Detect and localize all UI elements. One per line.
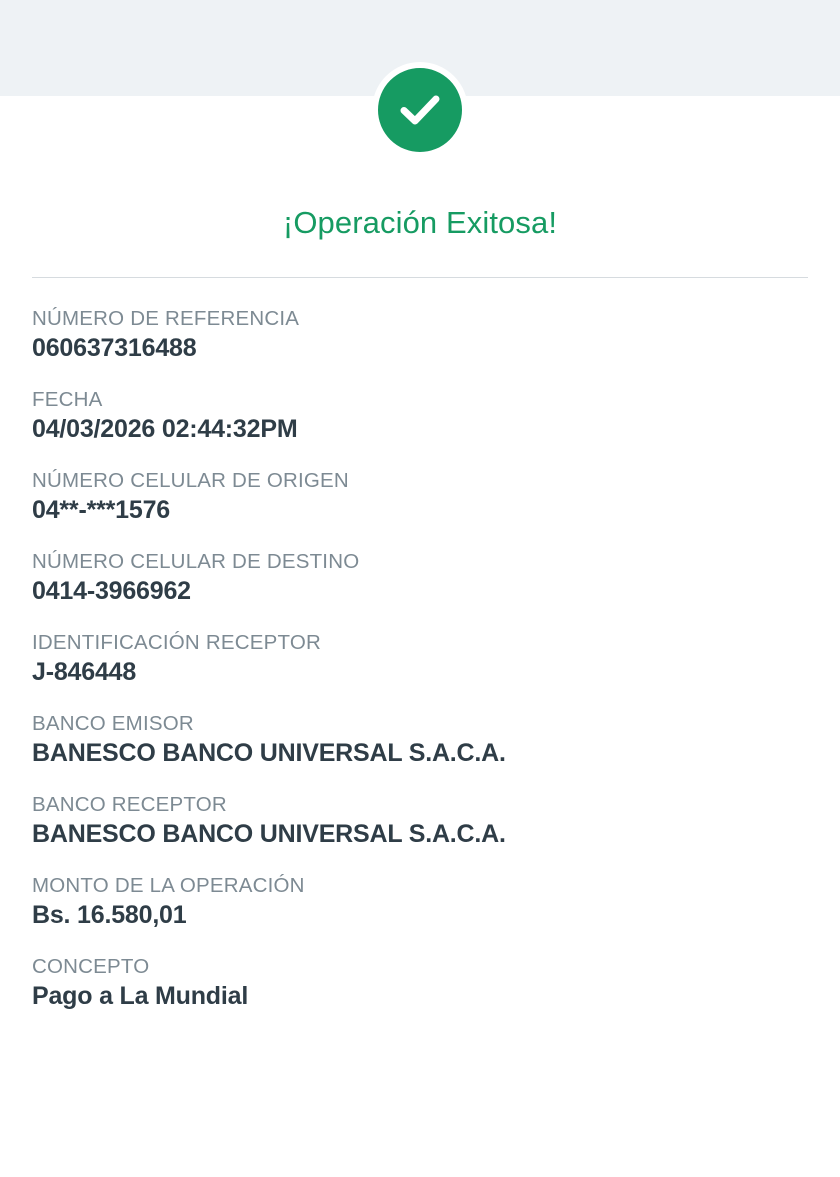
field-label: NÚMERO CELULAR DE ORIGEN [32,469,349,492]
divider [32,277,808,278]
field-receiver-id [32,630,822,689]
field-value: Bs. 16.580,01 [32,901,187,929]
field-concept [32,954,822,1013]
field-destination-phone [32,549,822,608]
field-amount [32,873,822,932]
field-label: BANCO RECEPTOR [32,793,227,816]
field-value: 060637316488 [32,334,197,362]
field-label: IDENTIFICACIÓN RECEPTOR [32,631,321,654]
page-title: ¡Operación Exitosa! [282,205,558,240]
receipt-fields [32,306,822,1013]
field-value: 0414-3966962 [32,577,191,605]
field-reference-number [32,306,822,365]
field-value: J-846448 [32,658,137,686]
field-label: CONCEPTO [32,955,150,978]
field-label: FECHA [32,388,103,411]
field-value: Pago a La Mundial [32,982,249,1010]
field-value: BANESCO BANCO UNIVERSAL S.A.C.A. [32,739,506,767]
field-label: MONTO DE LA OPERACIÓN [32,874,305,897]
field-value: BANESCO BANCO UNIVERSAL S.A.C.A. [32,820,506,848]
success-badge-wrap [0,62,840,158]
field-label: NÚMERO DE REFERENCIA [32,307,300,330]
field-label: BANCO EMISOR [32,712,194,735]
field-sending-bank [32,711,822,770]
check-circle-icon [372,62,468,158]
field-value: 04/03/2026 02:44:32PM [32,415,298,443]
field-receiving-bank [32,792,822,851]
field-origin-phone [32,468,822,527]
field-label: NÚMERO CELULAR DE DESTINO [32,550,360,573]
field-value: 04**-***1576 [32,496,170,524]
field-date [32,387,822,446]
